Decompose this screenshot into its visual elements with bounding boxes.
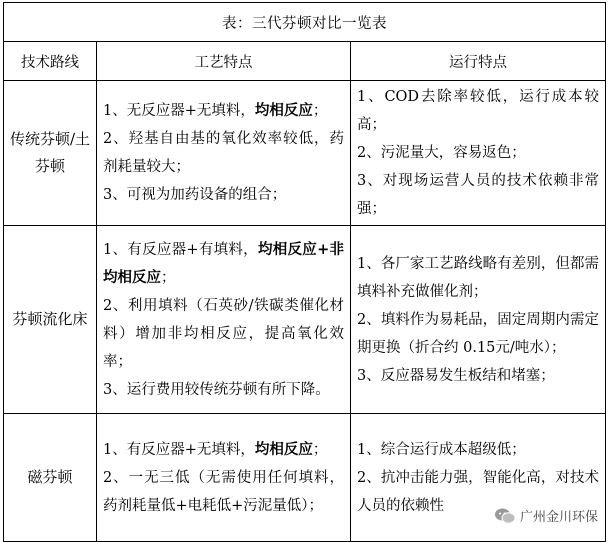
process-item: 2、利用填料（石英砂/铁碳类催化材料）增加非均相反应，提高氧化效率； bbox=[103, 297, 344, 370]
operation-item: 3、反应器易发生板结和堵塞； bbox=[357, 367, 555, 384]
table-row bbox=[4, 81, 606, 226]
process-cell bbox=[97, 81, 351, 226]
watermark bbox=[492, 506, 600, 525]
comparison-table bbox=[3, 2, 606, 542]
wechat-icon bbox=[494, 507, 516, 525]
process-cell bbox=[97, 414, 351, 542]
operation-cell bbox=[351, 226, 606, 414]
process-item: 1、有反应器+有填料，均相反应+非均相反应； bbox=[103, 240, 344, 286]
operation-item: 2、抗冲击能力强，智能化高，对技术人员的依赖性 bbox=[357, 469, 600, 514]
header-operation: 运行特点 bbox=[351, 42, 606, 81]
process-item: 2、羟基自由基的氧化效率较低，药剂耗量较大； bbox=[103, 131, 344, 175]
process-item: 3、运行费用较传统芬顿有所下降。 bbox=[103, 381, 330, 398]
operation-item: 1、综合运行成本超级低； bbox=[357, 441, 526, 458]
operation-item: 2、填料作为易耗品，固定周期内需定期更换（折合约 0.15元/吨水）； bbox=[357, 311, 600, 356]
route-cell: 传统芬顿/土芬顿 bbox=[4, 81, 97, 226]
route-cell: 磁芬顿 bbox=[4, 414, 97, 542]
header-process: 工艺特点 bbox=[97, 42, 351, 81]
operation-item: 1、各厂家工艺路线略有差别，但都需填料补充做催化剂； bbox=[357, 255, 600, 300]
operation-item: 1、COD去除率较低，运行成本较高； bbox=[357, 89, 600, 133]
table-row bbox=[4, 226, 606, 414]
process-cell bbox=[97, 226, 351, 414]
watermark-text: 广州金川环保 bbox=[519, 510, 598, 525]
header-route: 技术路线 bbox=[4, 42, 97, 81]
process-item: 1、无反应器+无填料，均相反应； bbox=[103, 102, 328, 119]
process-item: 3、可视为加药设备的组合； bbox=[103, 187, 287, 203]
operation-item: 2、污泥量大，容易返色； bbox=[357, 145, 526, 161]
process-item: 1、有反应器+无填料，均相反应； bbox=[103, 440, 328, 458]
route-cell: 芬顿流化床 bbox=[4, 226, 97, 414]
table-caption: 表：三代芬顿对比一览表 bbox=[4, 3, 606, 42]
operation-item: 3、对现场运营人员的技术依赖非常强； bbox=[357, 173, 600, 217]
process-item: 2、一无三低（无需使用任何填料，药剂耗量低+电耗低+污泥量低）； bbox=[103, 469, 344, 514]
operation-cell bbox=[351, 81, 606, 226]
